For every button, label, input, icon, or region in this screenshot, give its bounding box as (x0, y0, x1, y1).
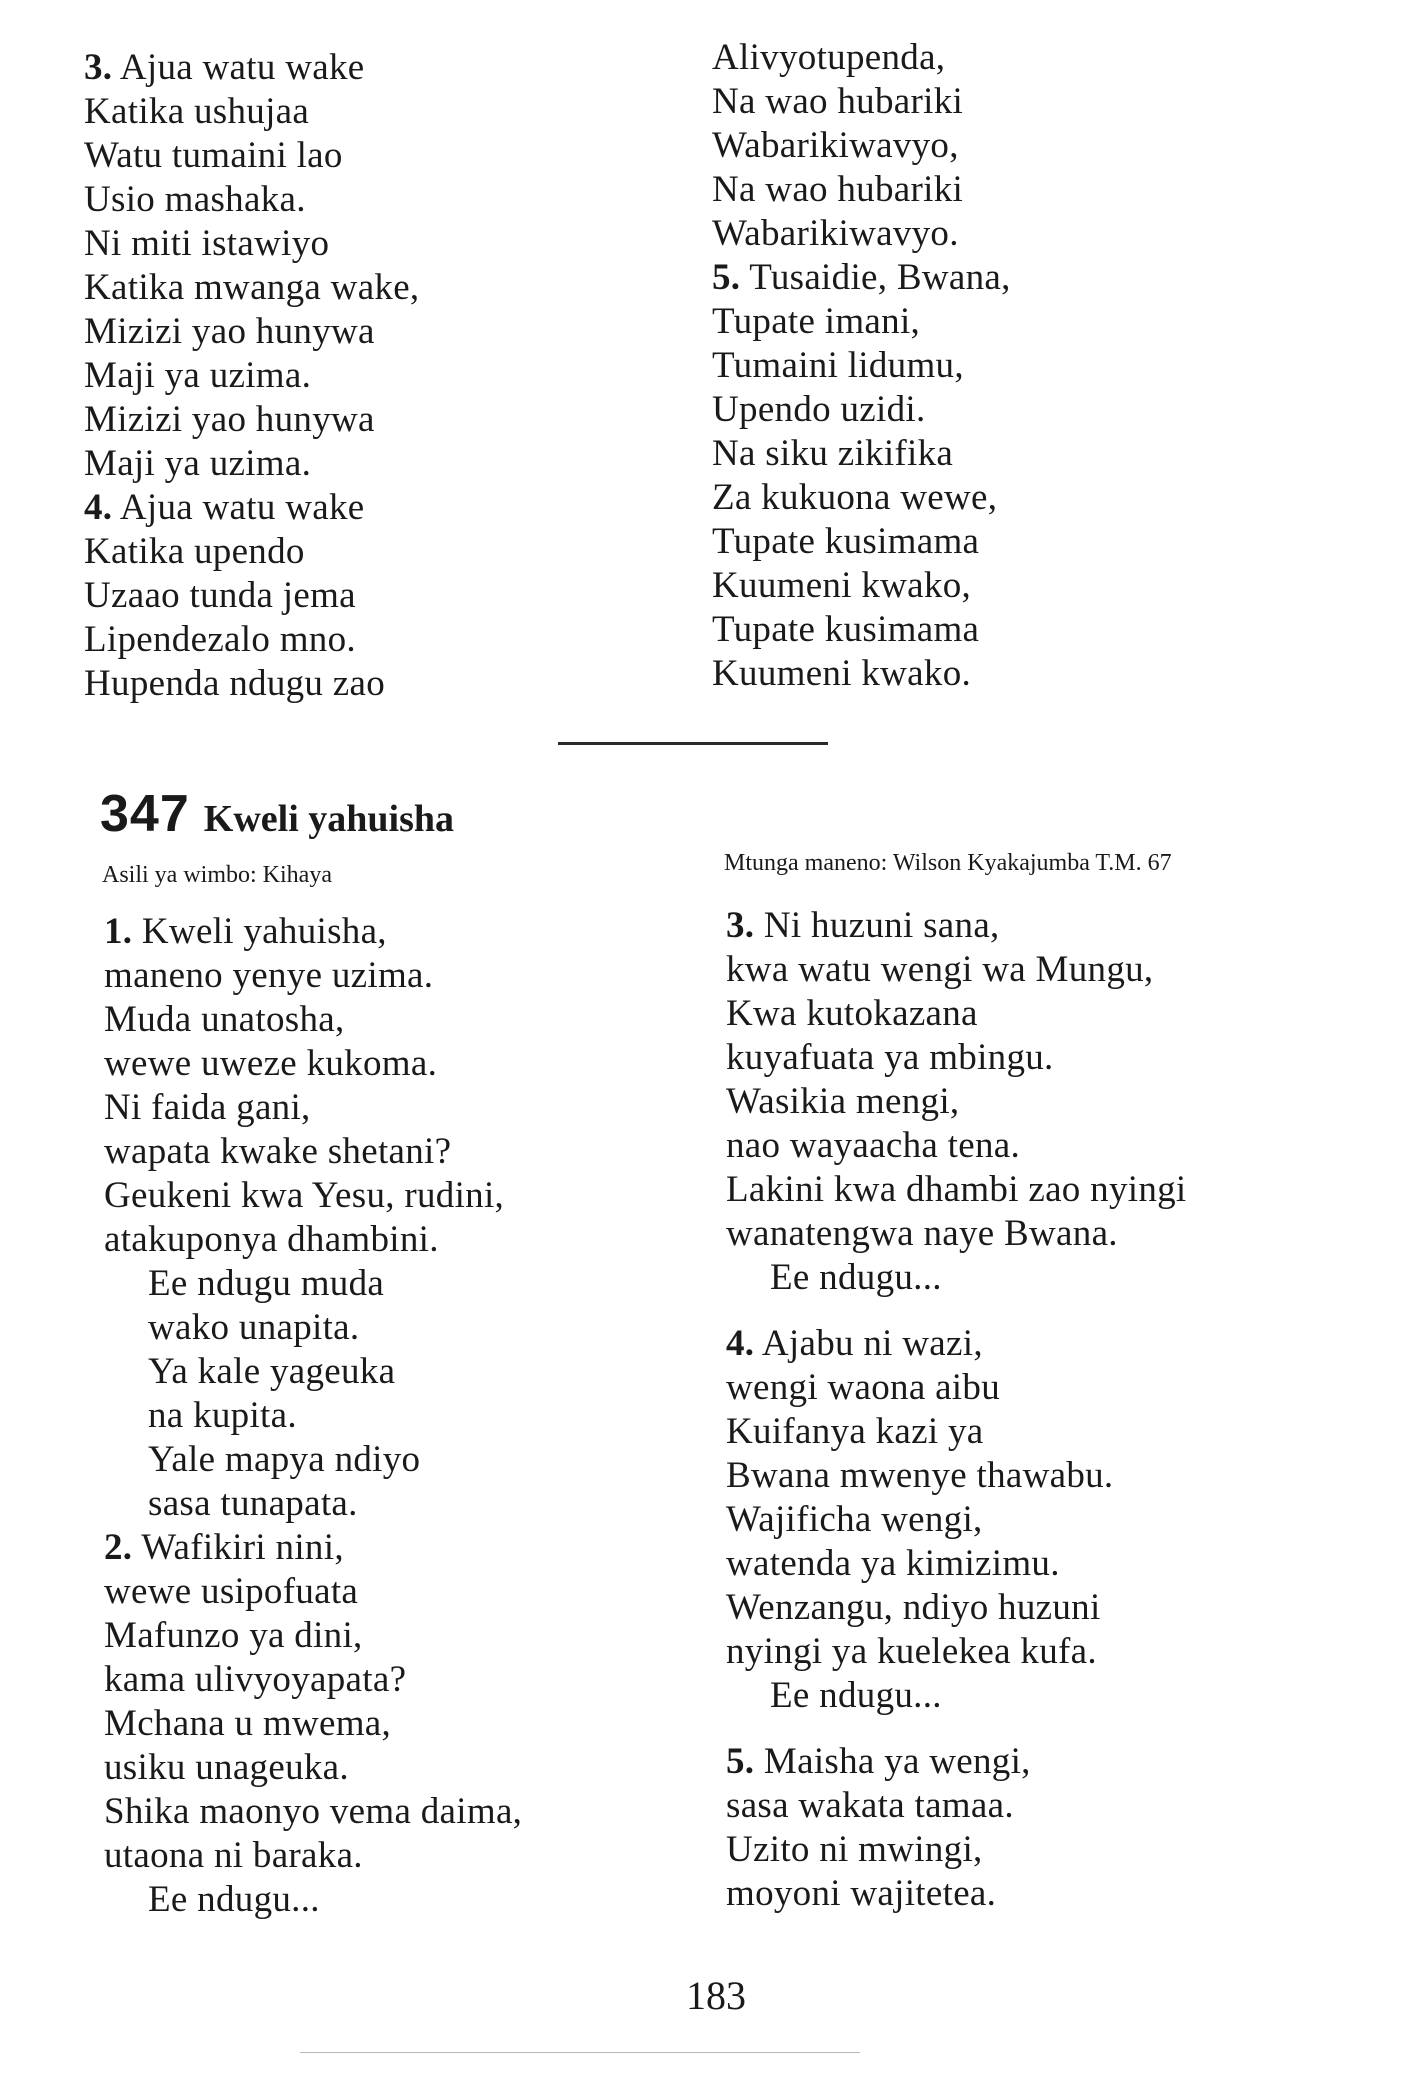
line-text: Wajificha wengi, (726, 1499, 983, 1540)
verse-line (104, 1042, 522, 1086)
line-text: Uzaao tunda jema (84, 575, 356, 616)
line-text: Ni faida gani, (104, 1087, 311, 1128)
stanza-gap (726, 1718, 1187, 1740)
line-text: watenda ya kimizimu. (726, 1543, 1060, 1584)
hymn-title: Kweli yahuisha (203, 798, 454, 840)
verse-line (104, 910, 522, 954)
line-text: Wabarikiwavyo. (712, 213, 959, 254)
line-text: usiku unageuka. (104, 1747, 349, 1788)
verse-line (84, 46, 419, 90)
line-text: Katika upendo (84, 531, 305, 572)
refrain-line (104, 1482, 522, 1526)
line-text: Bwana mwenye thawabu. (726, 1455, 1114, 1496)
hymn-heading (100, 784, 454, 844)
verse-number: 4. (84, 487, 113, 528)
line-text: Mchana u mwema, (104, 1703, 392, 1744)
verse-number: 5. (712, 257, 741, 298)
line-text: wewe usipofuata (104, 1571, 359, 1612)
line-text: Watu tumaini lao (84, 135, 343, 176)
line-text: Mafunzo ya dini, (104, 1615, 363, 1656)
line-text: kama ulivyoyapata? (104, 1659, 407, 1700)
verse-line (712, 168, 1011, 212)
line-text: na kupita. (148, 1395, 297, 1436)
line-text: kwa watu wengi wa Mungu, (726, 949, 1154, 990)
verse-line (84, 310, 419, 354)
verse-line (726, 1784, 1187, 1828)
line-text: Ee ndugu... (770, 1257, 942, 1298)
line-text: nyingi ya kuelekea kufa. (726, 1631, 1097, 1672)
line-text: kuyafuata ya mbingu. (726, 1037, 1054, 1078)
verse-line (726, 1630, 1187, 1674)
line-text: Kuumeni kwako, (712, 565, 972, 606)
verse-line (84, 354, 419, 398)
verse-line (726, 1212, 1187, 1256)
verse-line (712, 212, 1011, 256)
verse-line (712, 344, 1011, 388)
verse-line (84, 398, 419, 442)
verse-number: 1. (104, 911, 133, 952)
line-text: sasa wakata tamaa. (726, 1785, 1014, 1826)
verse-line (104, 998, 522, 1042)
verse-number: 4. (726, 1323, 755, 1364)
line-text: Tupate kusimama (712, 521, 980, 562)
line-text: Ni miti istawiyo (84, 223, 330, 264)
verse-line (712, 36, 1011, 80)
line-text: Kwa kutokazana (726, 993, 978, 1034)
refrain-line (104, 1306, 522, 1350)
line-text: maneno yenye uzima. (104, 955, 434, 996)
line-text: Ajua watu wake (112, 47, 365, 88)
line-text: Usio mashaka. (84, 179, 306, 220)
verse-line (726, 1586, 1187, 1630)
line-text: Ajua watu wake (112, 487, 365, 528)
line-text: Ya kale yageuka (148, 1351, 396, 1392)
line-text: Katika mwanga wake, (84, 267, 420, 308)
line-text: wengi waona aibu (726, 1367, 1000, 1408)
line-text: Ni huzuni sana, (754, 905, 1000, 946)
line-text: wako unapita. (148, 1307, 360, 1348)
line-text: Kweli yahuisha, (132, 911, 387, 952)
verse-number: 2. (104, 1527, 133, 1568)
verse-line (726, 1036, 1187, 1080)
verse-line (84, 530, 419, 574)
line-text: Ee ndugu muda (148, 1263, 385, 1304)
verse-line (84, 178, 419, 222)
line-text: wanatengwa naye Bwana. (726, 1213, 1118, 1254)
verse-line (726, 1168, 1187, 1212)
line-text: Na wao hubariki (712, 81, 964, 122)
line-text: Wafikiri nini, (132, 1527, 344, 1568)
line-text: Na wao hubariki (712, 169, 964, 210)
tune-credit: Asili ya wimbo: Kihaya (102, 862, 332, 888)
verse-line (712, 124, 1011, 168)
verse-line (726, 948, 1187, 992)
line-text: Kuifanya kazi ya (726, 1411, 984, 1452)
line-text: nao wayaacha tena. (726, 1125, 1021, 1166)
verse-line (84, 574, 419, 618)
verse-line (726, 1740, 1187, 1784)
refrain-line (104, 1438, 522, 1482)
line-text: Wasikia mengi, (726, 1081, 960, 1122)
refrain-line (726, 1674, 1187, 1718)
hymn-number: 347 (100, 785, 190, 843)
verse-line (726, 1124, 1187, 1168)
verse-line (84, 442, 419, 486)
line-text: Geukeni kwa Yesu, rudini, (104, 1175, 505, 1216)
verse-line (104, 1746, 522, 1790)
refrain-line (104, 1262, 522, 1306)
verse-line (712, 476, 1011, 520)
line-text: Maji ya uzima. (84, 443, 312, 484)
refrain-line (104, 1394, 522, 1438)
verse-line (104, 1130, 522, 1174)
refrain-line (726, 1256, 1187, 1300)
scan-edge-line (300, 2052, 860, 2053)
line-text: Lakini kwa dhambi zao nyingi (726, 1169, 1187, 1210)
line-text: Tupate kusimama (712, 609, 980, 650)
verse-line (84, 134, 419, 178)
line-text: utaona ni baraka. (104, 1835, 363, 1876)
verse-line (84, 662, 419, 706)
line-text: Ajabu ni wazi, (754, 1323, 983, 1364)
verse-line (104, 1086, 522, 1130)
verse-line (726, 1080, 1187, 1124)
line-text: Na siku zikifika (712, 433, 954, 474)
verse-line (104, 1526, 522, 1570)
line-text: Hupenda ndugu zao (84, 663, 386, 704)
line-text: Ee ndugu... (770, 1675, 942, 1716)
verse-line (104, 1218, 522, 1262)
verse-line (712, 652, 1011, 696)
line-text: Katika ushujaa (84, 91, 310, 132)
page-number: 183 (686, 1973, 746, 2018)
line-text: Lipendezalo mno. (84, 619, 356, 660)
verse-line (84, 266, 419, 310)
section-divider (558, 742, 828, 745)
line-text: Muda unatosha, (104, 999, 345, 1040)
verse-line (726, 1454, 1187, 1498)
verse-line (726, 1542, 1187, 1586)
verses-left-column (104, 910, 522, 1922)
verse-line (712, 432, 1011, 476)
line-text: Tusaidie, Bwana, (740, 257, 1011, 298)
line-text: Maisha ya wengi, (754, 1741, 1031, 1782)
line-text: Yale mapya ndiyo (148, 1439, 421, 1480)
line-text: Wenzangu, ndiyo huzuni (726, 1587, 1101, 1628)
line-text: Tumaini lidumu, (712, 345, 964, 386)
verse-line (712, 256, 1011, 300)
line-text: Uzito ni mwingi, (726, 1829, 983, 1870)
verse-line (712, 564, 1011, 608)
line-text: Ee ndugu... (148, 1879, 320, 1920)
verse-line (712, 608, 1011, 652)
verse-line (104, 1614, 522, 1658)
top-left-column (84, 46, 419, 706)
verse-line (104, 1790, 522, 1834)
line-text: Alivyotupenda, (712, 37, 946, 78)
refrain-line (104, 1878, 522, 1922)
verse-number: 3. (726, 905, 755, 946)
verse-line (84, 222, 419, 266)
line-text: Za kukuona wewe, (712, 477, 998, 518)
verse-line (104, 1834, 522, 1878)
line-text: atakuponya dhambini. (104, 1219, 439, 1260)
line-text: Tupate imani, (712, 301, 921, 342)
verses-right-column (726, 904, 1187, 1916)
verse-number: 3. (84, 47, 113, 88)
verse-line (726, 992, 1187, 1036)
verse-line (104, 1658, 522, 1702)
words-credit: Mtunga maneno: Wilson Kyakajumba T.M. 67 (724, 850, 1172, 876)
verse-line (104, 1702, 522, 1746)
verse-line (726, 1366, 1187, 1410)
verse-line (84, 618, 419, 662)
verse-line (104, 1174, 522, 1218)
top-right-column (712, 36, 1011, 696)
verse-line (712, 300, 1011, 344)
verse-line (726, 1498, 1187, 1542)
line-text: Mizizi yao hunywa (84, 311, 375, 352)
line-text: Wabarikiwavyo, (712, 125, 959, 166)
verse-line (104, 954, 522, 998)
line-text: wewe uweze kukoma. (104, 1043, 438, 1084)
verse-line (712, 520, 1011, 564)
verse-line (712, 80, 1011, 124)
verse-line (726, 1322, 1187, 1366)
line-text: Maji ya uzima. (84, 355, 312, 396)
line-text: Kuumeni kwako. (712, 653, 972, 694)
line-text: Upendo uzidi. (712, 389, 926, 430)
line-text: Mizizi yao hunywa (84, 399, 375, 440)
line-text: moyoni wajitetea. (726, 1873, 997, 1914)
refrain-line (104, 1350, 522, 1394)
verse-line (84, 90, 419, 134)
stanza-gap (726, 1300, 1187, 1322)
verse-number: 5. (726, 1741, 755, 1782)
verse-line (84, 486, 419, 530)
verse-line (104, 1570, 522, 1614)
verse-line (712, 388, 1011, 432)
verse-line (726, 1872, 1187, 1916)
line-text: wapata kwake shetani? (104, 1131, 452, 1172)
verse-line (726, 1410, 1187, 1454)
verse-line (726, 1828, 1187, 1872)
line-text: sasa tunapata. (148, 1483, 358, 1524)
line-text: Shika maonyo vema daima, (104, 1791, 523, 1832)
verse-line (726, 904, 1187, 948)
